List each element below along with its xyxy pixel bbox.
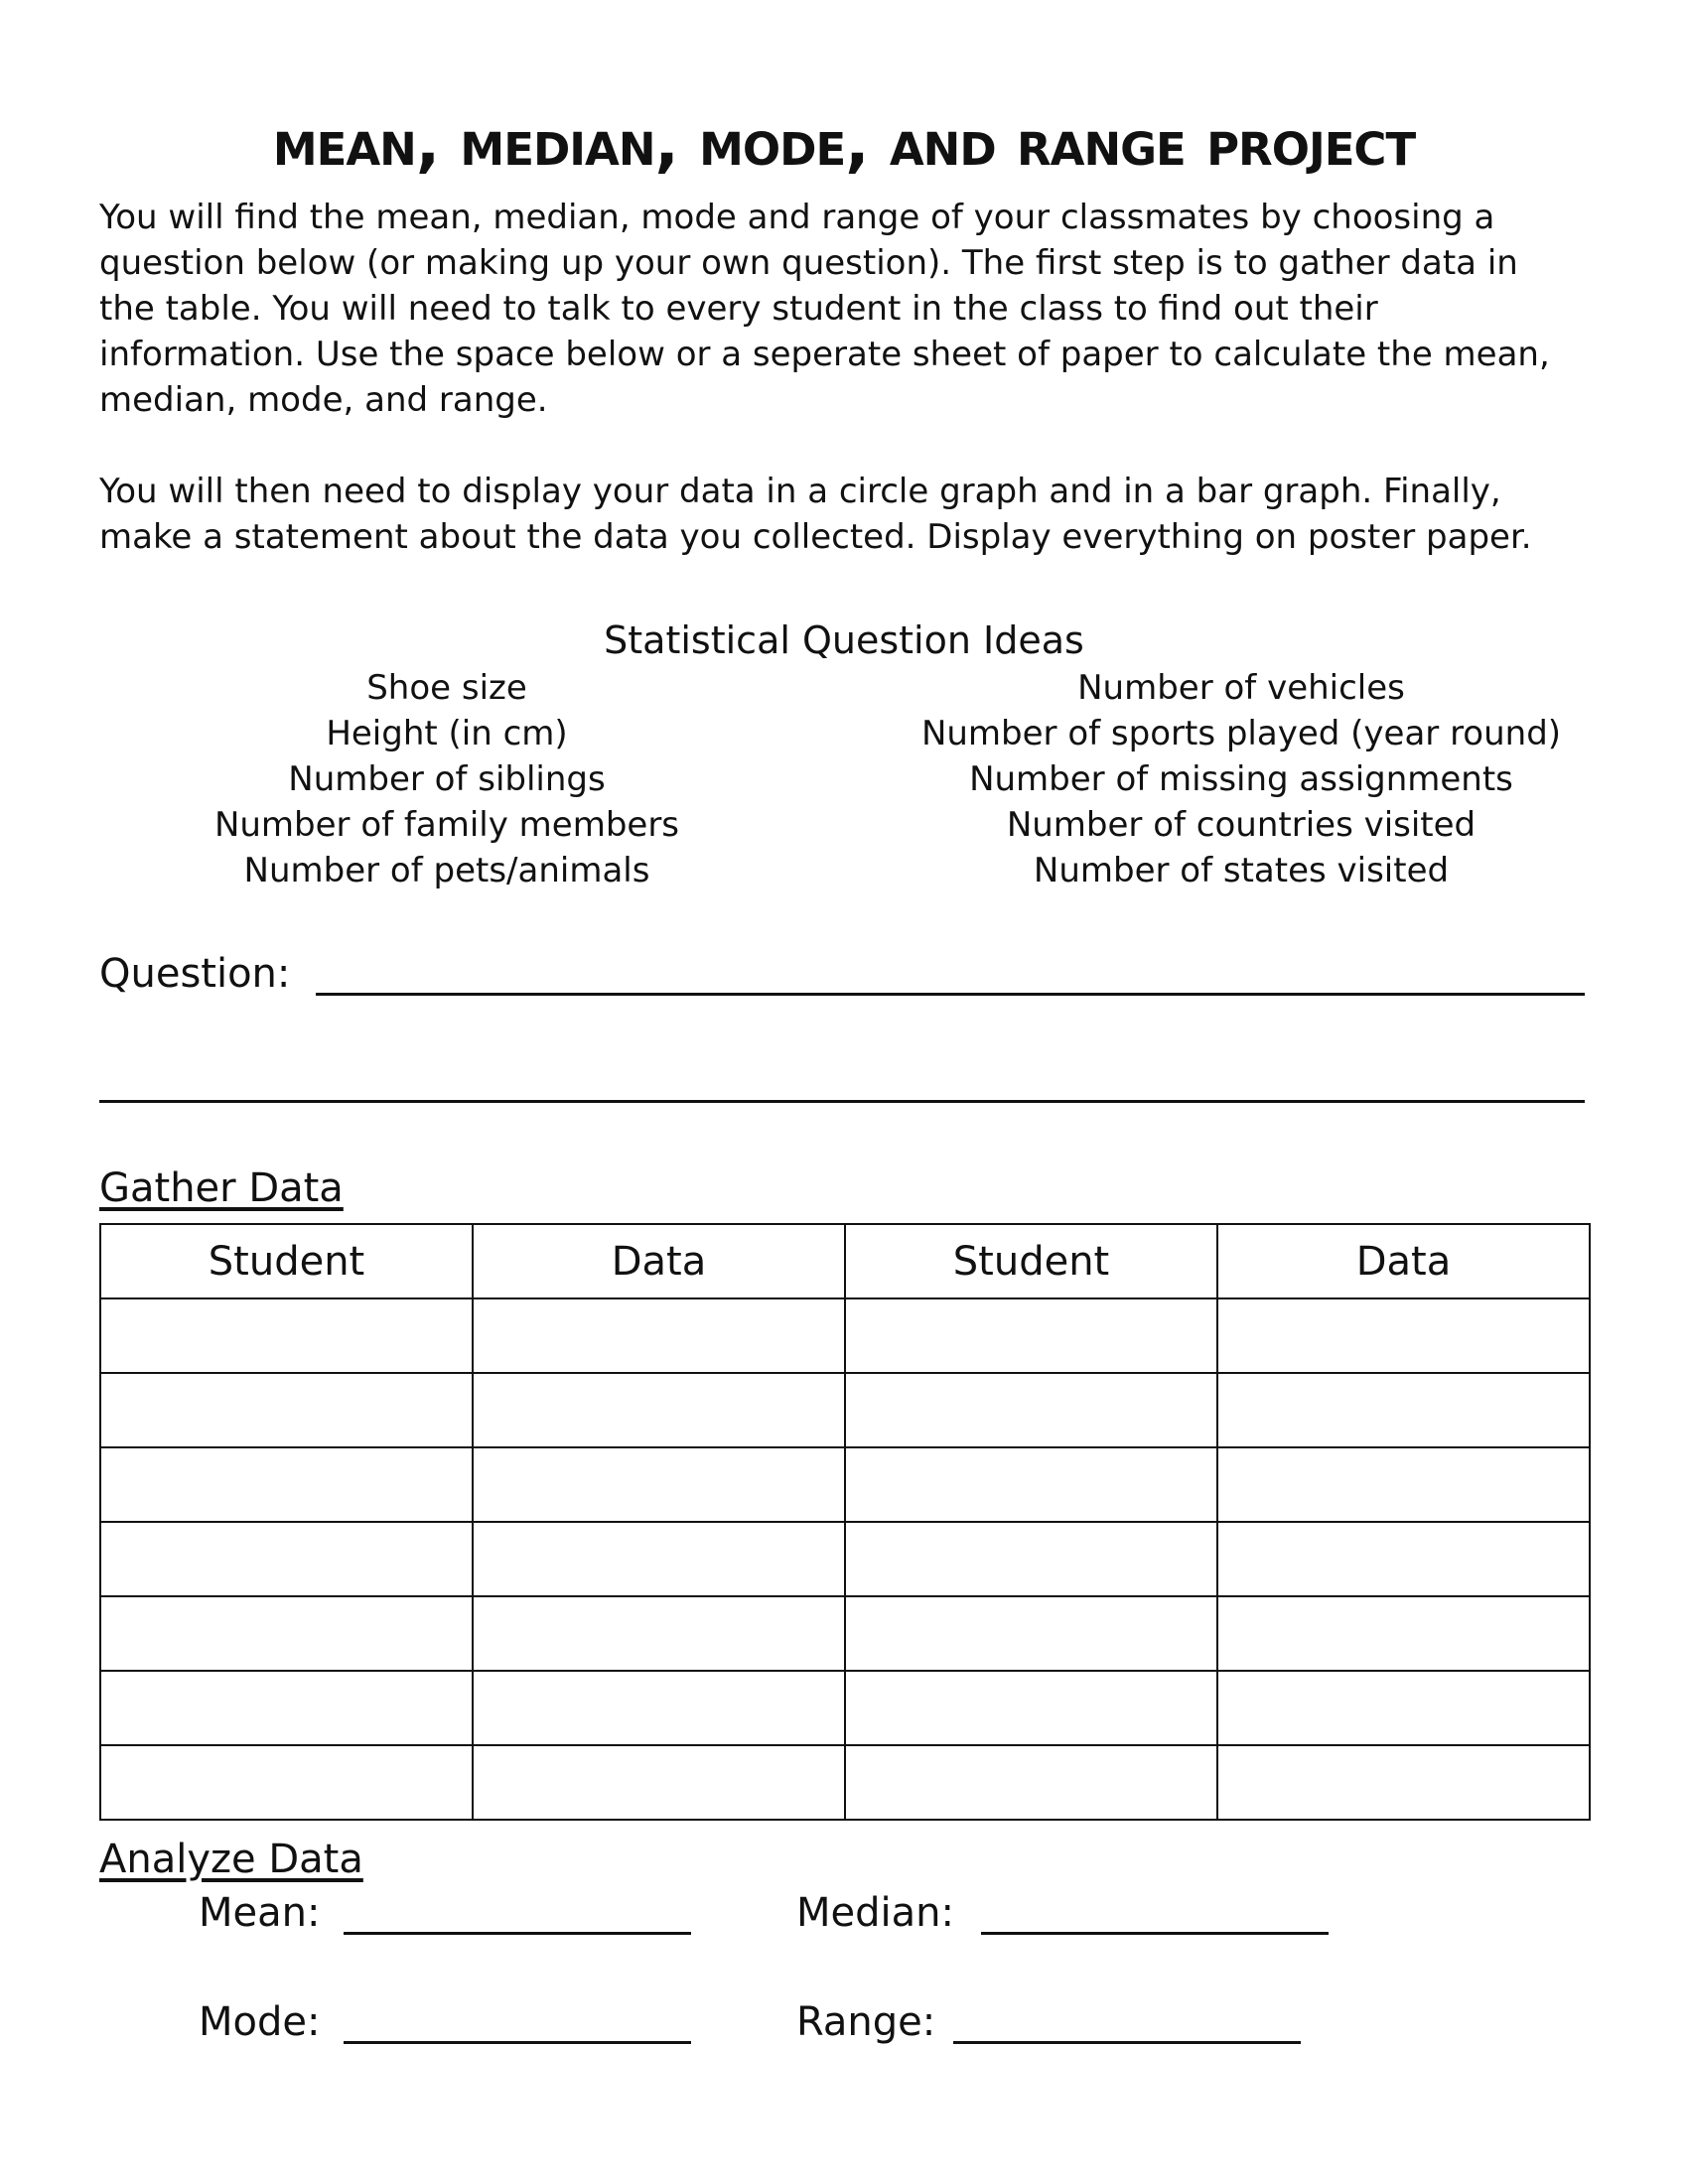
table-row [100, 1298, 1590, 1373]
table-cell[interactable] [100, 1298, 473, 1373]
table-cell[interactable] [1217, 1671, 1590, 1745]
table-cell[interactable] [473, 1522, 845, 1596]
table-cell[interactable] [100, 1447, 473, 1522]
intro-paragraph-1: You will find the mean, median, mode and range of your classmates by choosing a question below (or making up your own question). The first step is to gather data in the table. You will need to talk to every student in the class to find out their information. Use the space below or a seperate sheet of paper to calculate the mean, median, mode, and range. [99, 198, 1550, 420]
table-cell[interactable] [845, 1447, 1217, 1522]
table-row [100, 1522, 1590, 1596]
ideas-heading [0, 615, 1688, 665]
idea-item: Number of countries visited [1006, 805, 1477, 845]
idea-item: Number of sports played (year round) [920, 714, 1562, 753]
idea-item: Number of pets/animals [243, 851, 650, 890]
table-cell[interactable] [473, 1596, 845, 1671]
table-cell[interactable] [1217, 1373, 1590, 1447]
question-answer-line-1[interactable] [316, 993, 1585, 996]
table-cell[interactable] [473, 1745, 845, 1820]
mean-label: Mean: [199, 1890, 321, 1936]
table-cell[interactable] [100, 1522, 473, 1596]
column-header-student: Student [100, 1224, 473, 1298]
table-cell[interactable] [1217, 1522, 1590, 1596]
table-cell[interactable] [845, 1298, 1217, 1373]
page-title: mean, median, mode, and range project [272, 107, 1416, 181]
table-cell[interactable] [100, 1671, 473, 1745]
ideas-heading-text: Statistical Question Ideas [604, 618, 1084, 662]
table-cell[interactable] [845, 1745, 1217, 1820]
table-row [100, 1373, 1590, 1447]
table-cell[interactable] [1217, 1447, 1590, 1522]
table-cell[interactable] [1217, 1596, 1590, 1671]
median-label: Median: [796, 1890, 954, 1936]
table-header-row [100, 1224, 1590, 1298]
column-header-student: Student [845, 1224, 1217, 1298]
idea-item: Shoe size [366, 668, 527, 708]
table-cell[interactable] [473, 1373, 845, 1447]
table-cell[interactable] [845, 1522, 1217, 1596]
table-cell[interactable] [1217, 1298, 1590, 1373]
table-row [100, 1596, 1590, 1671]
table-cell[interactable] [100, 1596, 473, 1671]
idea-item: Number of states visited [1033, 851, 1450, 890]
range-label: Range: [796, 1999, 936, 2045]
table-row [100, 1745, 1590, 1820]
idea-item: Number of missing assignments [969, 759, 1513, 799]
table-row [100, 1447, 1590, 1522]
table-cell[interactable] [1217, 1745, 1590, 1820]
column-header-data: Data [1217, 1224, 1590, 1298]
range-answer-line[interactable] [953, 2041, 1301, 2044]
analyze-data-heading: Analyze Data [99, 1837, 363, 1882]
table-cell[interactable] [473, 1298, 845, 1373]
table-cell[interactable] [473, 1447, 845, 1522]
ideas-list-right [894, 665, 1589, 893]
table-cell[interactable] [845, 1596, 1217, 1671]
table-cell[interactable] [100, 1745, 473, 1820]
mode-label: Mode: [199, 1999, 321, 2045]
idea-item: Height (in cm) [326, 714, 568, 753]
table-cell[interactable] [845, 1671, 1217, 1745]
question-answer-line-2[interactable] [99, 1100, 1585, 1103]
column-header-data: Data [473, 1224, 845, 1298]
ideas-list-left [149, 665, 745, 893]
mode-answer-line[interactable] [344, 2041, 691, 2044]
idea-item: Number of vehicles [1077, 668, 1405, 708]
table-cell[interactable] [845, 1373, 1217, 1447]
question-label: Question: [99, 951, 291, 997]
table-cell[interactable] [473, 1671, 845, 1745]
mean-answer-line[interactable] [344, 1932, 691, 1935]
intro-paragraph-2: You will then need to display your data in a circle graph and in a bar graph. Finally, make a statement about the data you collected. Display everything on poster paper. [99, 472, 1532, 557]
idea-item: Number of siblings [288, 759, 606, 799]
idea-item: Number of family members [213, 805, 680, 845]
median-answer-line[interactable] [981, 1932, 1329, 1935]
table-row [100, 1671, 1590, 1745]
gather-data-table [99, 1223, 1591, 1821]
gather-data-heading: Gather Data [99, 1165, 344, 1211]
table-cell[interactable] [100, 1373, 473, 1447]
